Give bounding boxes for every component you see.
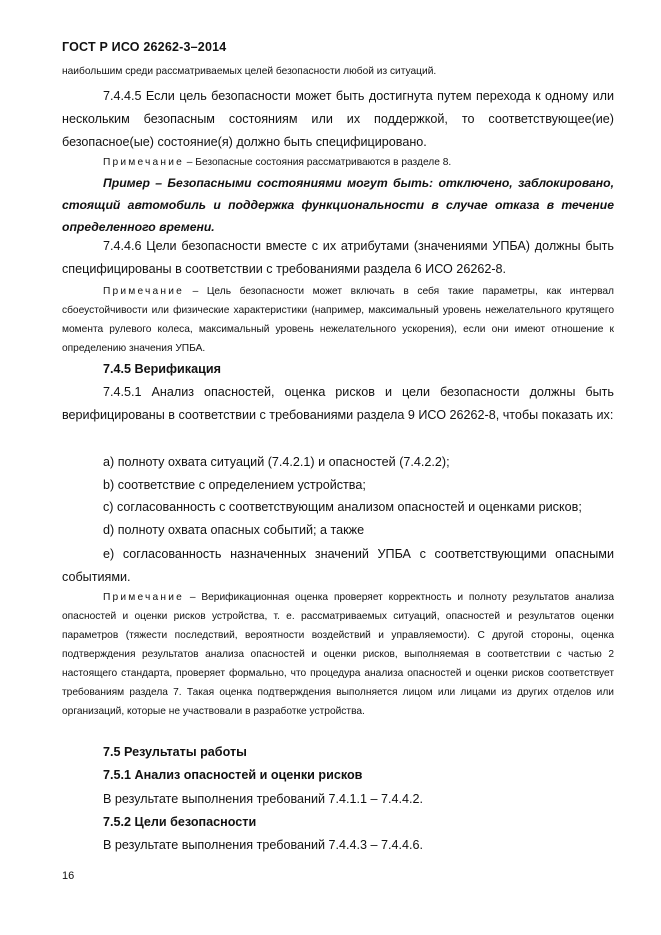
note-label: Примечание: [103, 592, 184, 603]
note-text: – Цель безопасности может включать в себя такие параметры, как интервал сбоеустойчивости или физические характеристики (например, максимальный уровень нежелательного крутящего момента рулевого колеса, максимальный уровень нежелательного ускорения), если они имеют отношение к определению значения УПБА.: [62, 286, 614, 354]
document-header: ГОСТ Р ИСО 26262-3–2014: [62, 40, 227, 54]
continued-text: наибольшим среди рассматриваемых целей безопасности любой из ситуаций.: [62, 66, 437, 77]
paragraph-7-4-5-1: 7.4.5.1 Анализ опасностей, оценка рисков и цели безопасности должны быть верифицированы в соответствии с требованиями раздела 9 ИСО 26262-8, чтобы показать их:: [62, 385, 614, 422]
result-7-5-2: В результате выполнения требований 7.4.4.3 – 7.4.4.6.: [103, 838, 424, 852]
heading-7-5-1: 7.5.1 Анализ опасностей и оценки рисков: [103, 768, 363, 782]
heading-7-5-2: 7.5.2 Цели безопасности: [103, 815, 257, 829]
list-item-d: d) полноту охвата опасных событий; а также: [103, 523, 365, 537]
result-7-5-1: В результате выполнения требований 7.4.1.1 – 7.4.4.2.: [103, 792, 424, 806]
note-label: Примечание: [103, 157, 184, 168]
note-text: – Верификационная оценка проверяет корректность и полноту результатов анализа опасностей и оценки рисков устройства, т. е. рассматриваемых ситуаций, опасностей и результатов оценки параметров (тяжести последствий, вероятности воздействий и управляемости). С другой стороны, оценка подтверждения результатов анализа опасностей и оценки рисков, выполняемая в соответствии с частью 2 настоящего стандарта, проверяет формально, что процедура анализа опасностей и оценки рисков соответствует требованиям раздела 7. Такая оценка подтверждения выполняется лицом или лицами из других отделов или организаций, которые не участвовали в разработке устройства.: [62, 592, 614, 717]
heading-7-4-5: 7.4.5 Верификация: [103, 362, 221, 376]
note-verification: [62, 588, 614, 721]
note-safe-states: [62, 153, 614, 172]
paragraph-7-4-4-6: 7.4.4.6 Цели безопасности вместе с их атрибутами (значениями УПБА) должны быть специфицированы в соответствии с требованиями раздела 6 ИСО 26262-8.: [62, 239, 614, 276]
heading-7-5: 7.5 Результаты работы: [103, 745, 247, 759]
list-item-c: c) согласованность с соответствующим анализом опасностей и оценками рисков;: [103, 500, 582, 514]
paragraph-7-4-4-5: 7.4.4.5 Если цель безопасности может быть достигнута путем перехода к одному или нескольким безопасным состояниям или их поддержкой, то соответствующее(ие) безопасное(ые) состояние(я) должно быть специфицировано.: [62, 89, 614, 149]
example-safe-states: Пример – Безопасными состояниями могут быть: отключено, заблокировано, стоящий автомобиль и поддержка функциональности в случае отказа в течение определенного времени.: [62, 176, 614, 234]
page-number: 16: [62, 870, 75, 882]
list-item-e: e) согласованность назначенных значений УПБА с соответствующими опасными событиями.: [62, 547, 614, 584]
note-label: Примечание: [103, 286, 184, 297]
note-safety-goal-parameters: [62, 282, 614, 358]
note-text: – Безопасные состояния рассматриваются в разделе 8.: [183, 157, 452, 168]
list-item-b: b) соответствие с определением устройства;: [103, 478, 366, 492]
list-item-a: а) полноту охвата ситуаций (7.4.2.1) и опасностей (7.4.2.2);: [103, 455, 450, 469]
